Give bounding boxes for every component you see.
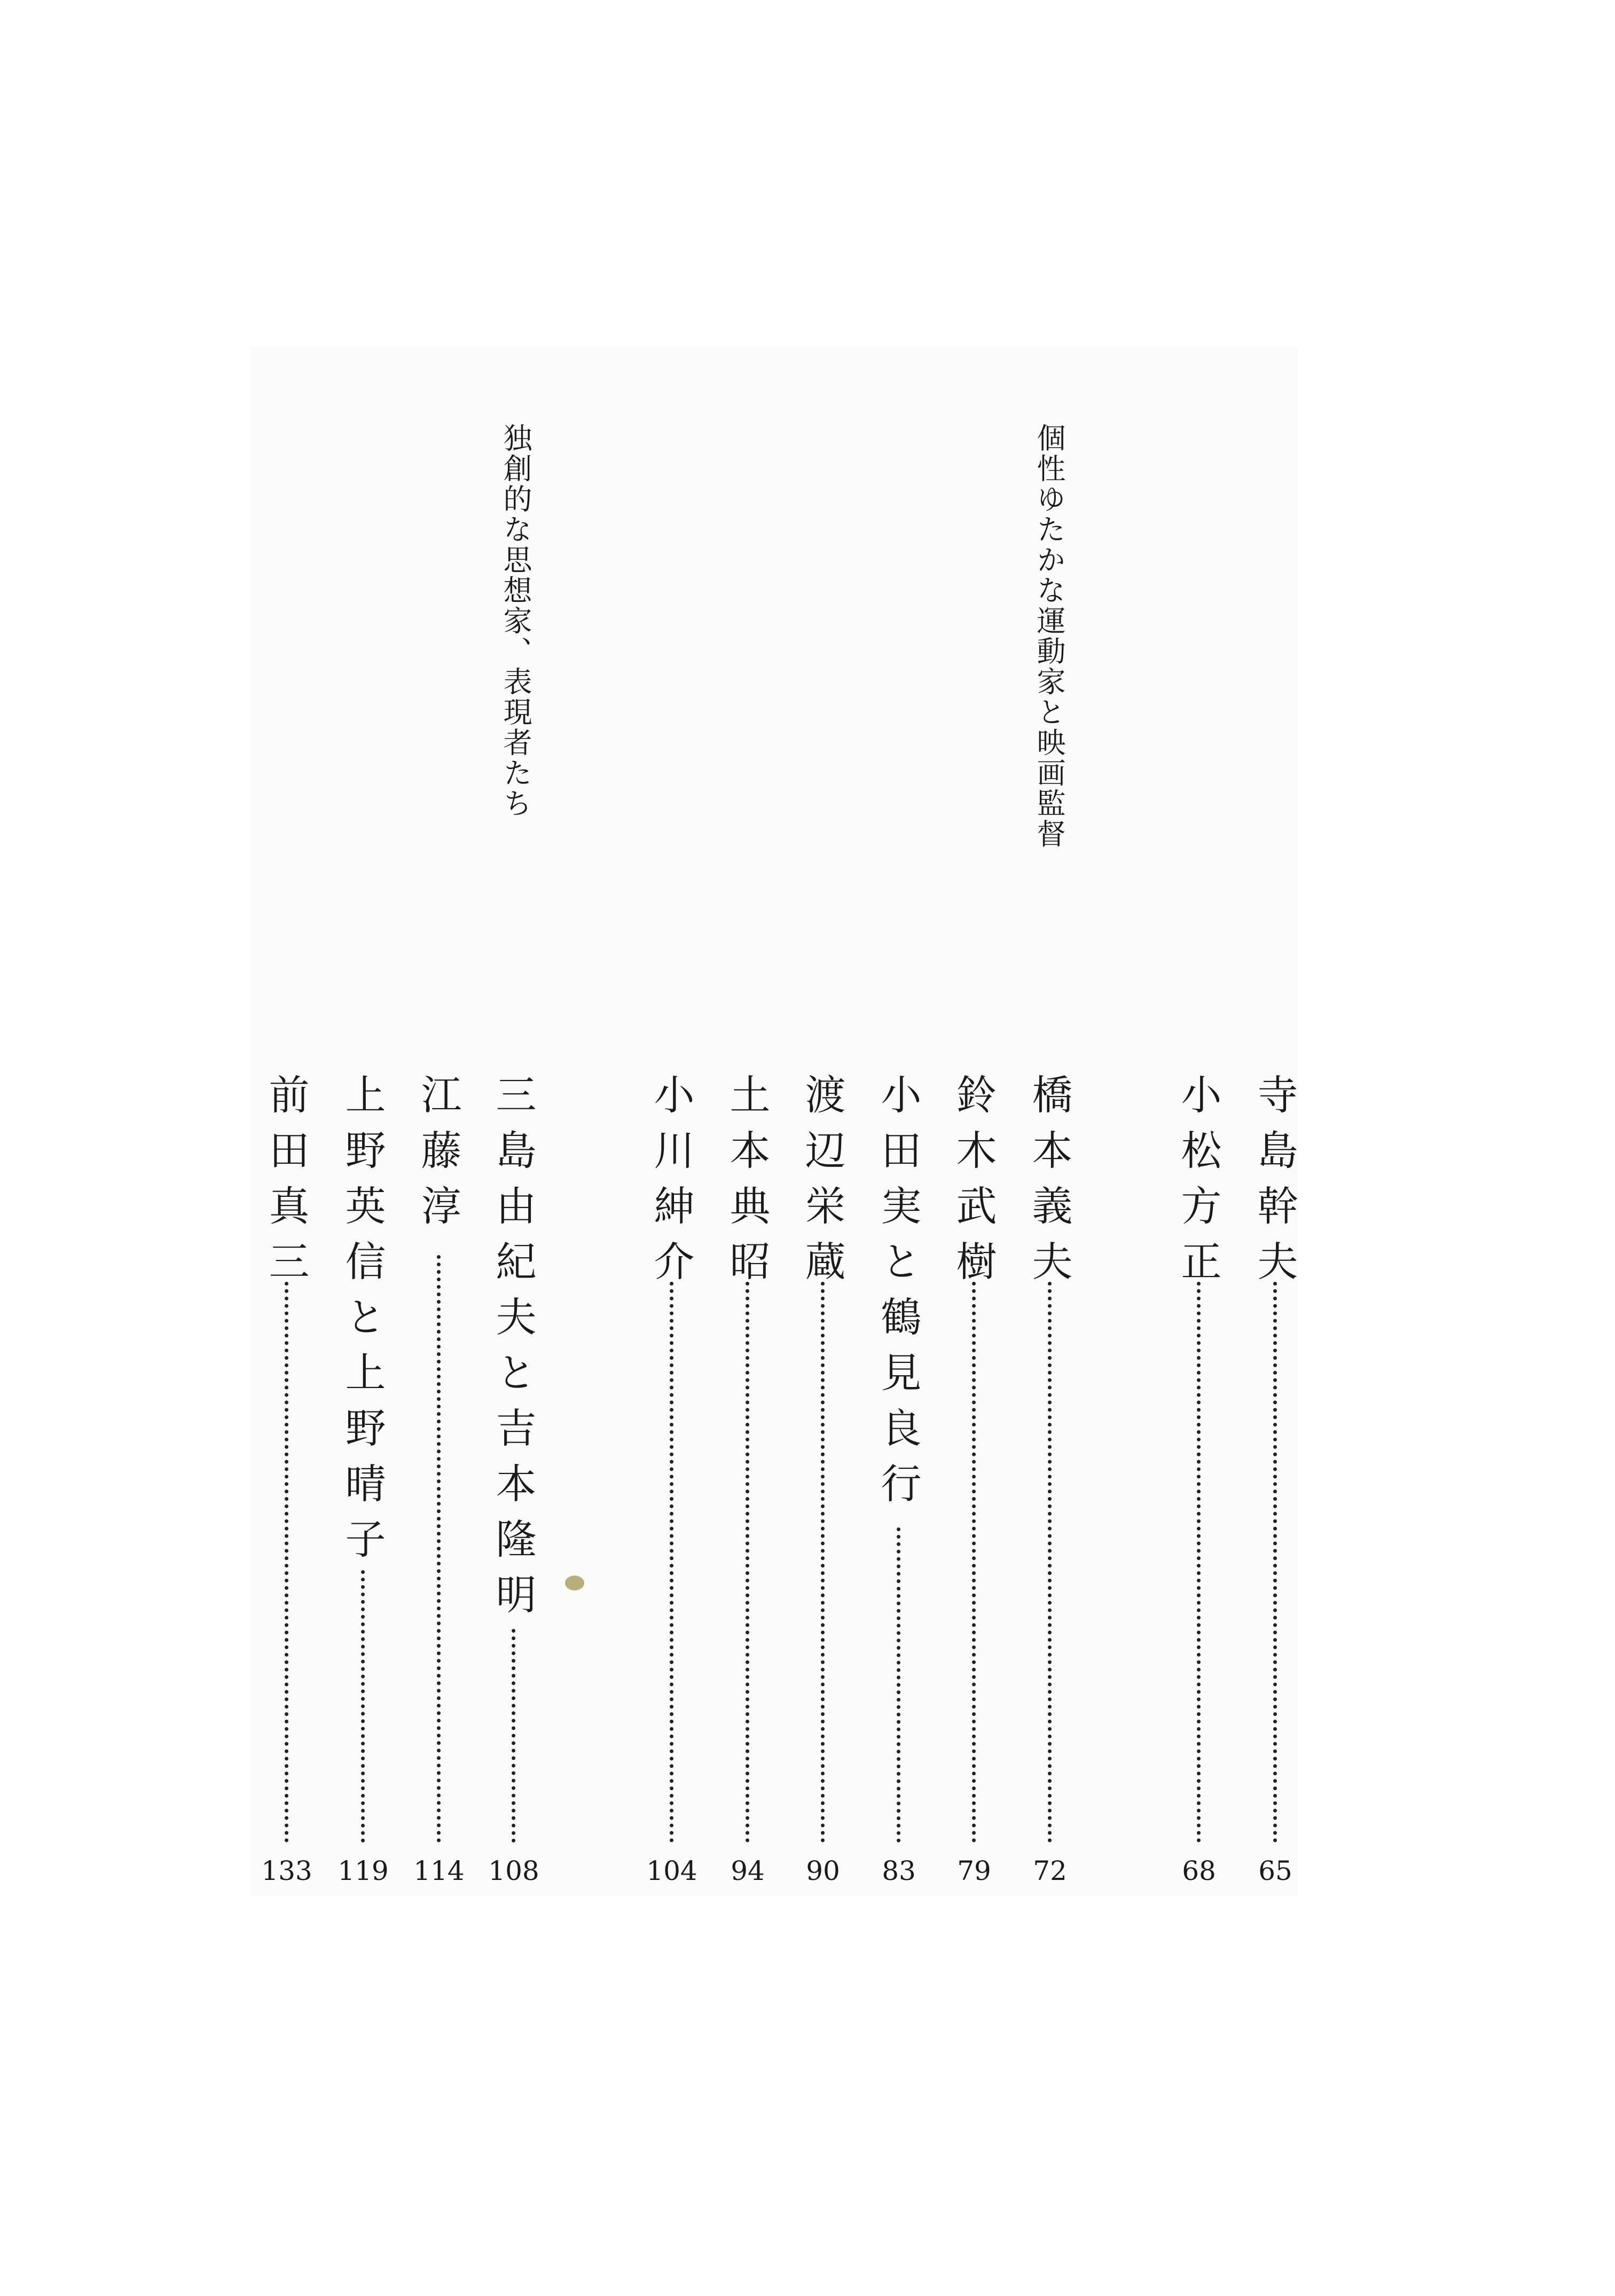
toc-entry-name: 小田実と鶴見良行 — [874, 1073, 922, 1518]
toc-entry-page: 90 — [806, 1855, 840, 1886]
dot-leader — [1273, 1282, 1277, 1843]
toc-entry-page: 79 — [957, 1855, 991, 1886]
page-paper — [251, 347, 1298, 1896]
dot-leader — [437, 1255, 441, 1843]
dot-leader — [512, 1629, 515, 1843]
toc-entry-name: 小川紳介 — [647, 1073, 695, 1296]
toc-entry-page: 119 — [338, 1855, 389, 1886]
toc-entry-page: 133 — [261, 1855, 312, 1886]
toc-entry-page: 68 — [1182, 1855, 1216, 1886]
dot-leader — [285, 1282, 288, 1843]
toc-entry-page: 72 — [1033, 1855, 1067, 1886]
paper-stain — [565, 1576, 584, 1590]
toc-entry-name: 鈴木武樹 — [950, 1073, 997, 1296]
dot-leader — [1048, 1282, 1052, 1843]
toc-entry-name: 橋本義夫 — [1025, 1073, 1073, 1296]
section-title-thinkers-and-expressers: 独創的な思想家、表現者たち — [499, 423, 532, 819]
dot-leader — [972, 1282, 976, 1843]
toc-entry-page: 114 — [413, 1855, 465, 1886]
toc-entry-page: 65 — [1258, 1855, 1292, 1886]
toc-entry-name: 前田真三 — [262, 1073, 310, 1296]
dot-leader — [746, 1282, 749, 1843]
toc-entry-name: 江藤淳 — [414, 1073, 462, 1240]
dot-leader — [897, 1527, 900, 1843]
toc-entry-page: 104 — [646, 1855, 697, 1886]
toc-entry-name: 寺島幹夫 — [1251, 1073, 1298, 1296]
dot-leader — [821, 1282, 825, 1843]
dot-leader — [1197, 1282, 1201, 1843]
dot-leader — [361, 1570, 365, 1843]
toc-entry-name: 三島由紀夫と吉本隆明 — [489, 1073, 537, 1629]
toc-entry-page: 83 — [882, 1855, 916, 1886]
toc-entry-page: 108 — [488, 1855, 539, 1886]
toc-entry-name: 小松方正 — [1174, 1073, 1222, 1296]
toc-entry-page: 94 — [731, 1855, 765, 1886]
section-title-activists-and-directors: 個性ゆたかな運動家と映画監督 — [1032, 423, 1066, 849]
toc-entry-name: 上野英信と上野晴子 — [339, 1073, 386, 1573]
toc-entry-name: 土本典昭 — [723, 1073, 771, 1296]
toc-entry-name: 渡辺栄蔵 — [798, 1073, 846, 1296]
dot-leader — [670, 1282, 673, 1843]
